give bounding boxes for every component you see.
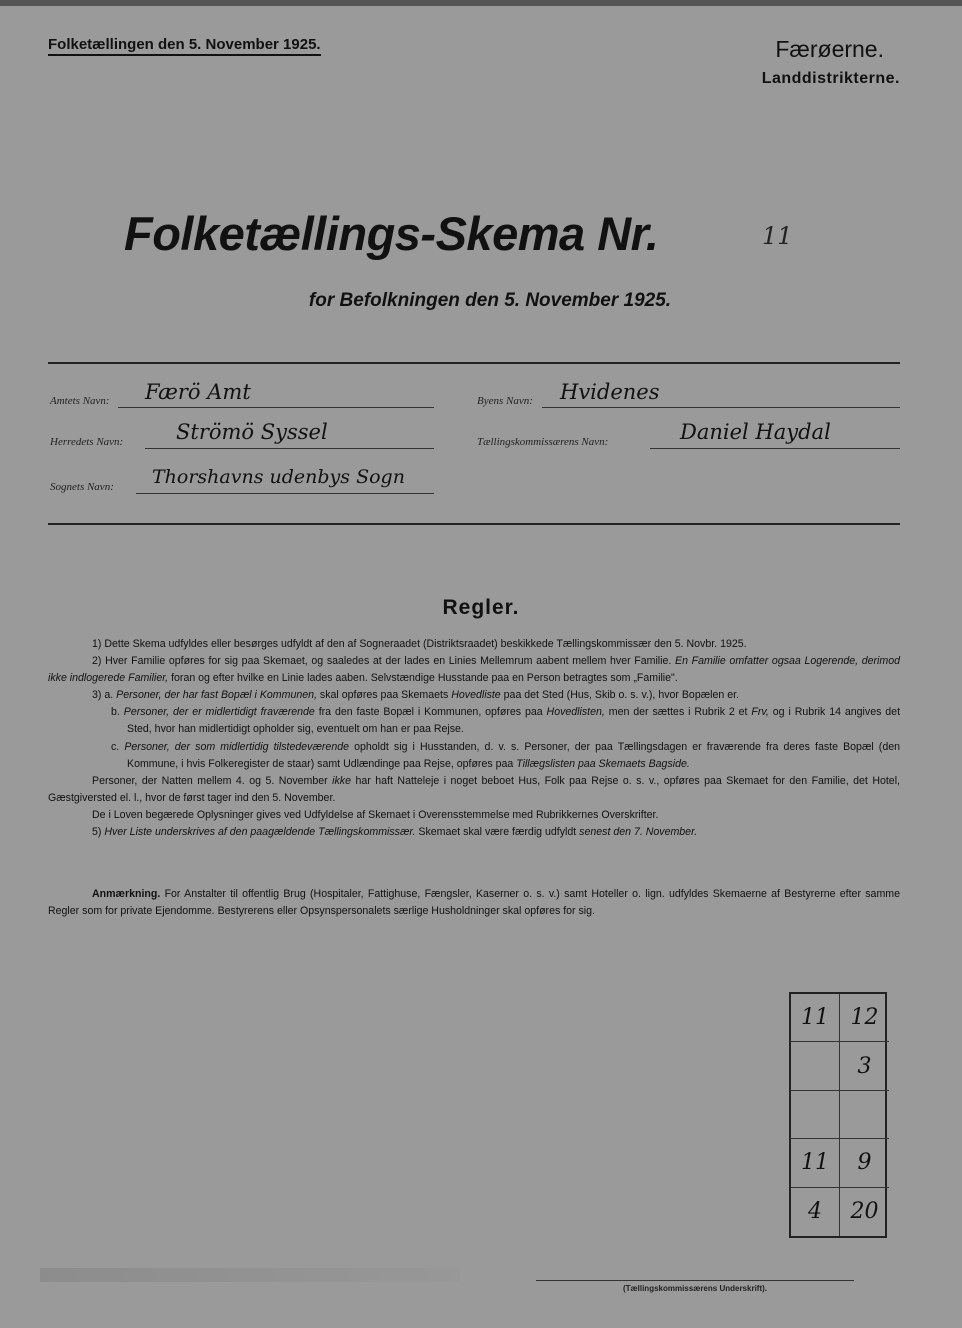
rules-heading: Regler. (442, 596, 520, 619)
sogn-value-handwritten: Thorshavns udenbys Sogn (152, 466, 405, 488)
remark-label: Anmærkning. (92, 888, 161, 900)
tally-box (789, 992, 887, 1238)
tally-cell (791, 1091, 840, 1139)
tally-cell: 20 (850, 1199, 879, 1225)
rule-3a: 3) a. Personer, der har fast Bopæl i Kommunen, skal opføres paa Skemaets Hovedliste paa det Sted (Hus, Skib o. s. v.), hvor Bopælen er. (92, 689, 739, 702)
tally-cell: 3 (840, 1042, 889, 1090)
herred-label: Herredets Navn: (50, 436, 124, 448)
kommissaer-value-handwritten: Daniel Haydal (680, 420, 831, 444)
kommissaer-line (650, 448, 900, 449)
sogn-line (136, 493, 434, 494)
herred-line (145, 448, 434, 449)
rule-3b: b. Personer, der er midlertidigt fraværende fra den faste Bopæl i Kommunen, opføres paa Hovedlisten, men der sættes i Rubrik 2 et Frv, og i Rubrik 14 angives det Sted, hvor han midlertidigt opholder sig, eventuelt om han er paa Rejse. (111, 706, 901, 736)
tally-cell: 12 (840, 994, 889, 1042)
byen-label: Byens Navn: (477, 395, 533, 407)
form-number-handwritten: 11 (762, 222, 793, 250)
divider-top (48, 362, 900, 364)
tally-cell: 4 (791, 1188, 840, 1236)
region-header: Færøerne. (775, 36, 884, 62)
rule-3d: Personer, der Natten mellem 4. og 5. November ikke har haft Natteleje i noget beboet Hus, Folk paa Rejse o. s. v., opføres paa Skemaet for den Familie, det Hotel, Gæstgiversted el. l., hvor de først tager ind den 5. November. (48, 774, 900, 804)
form-subtitle: for Befolkningen den 5. November 1925. (308, 290, 672, 311)
byen-line (542, 407, 900, 408)
scan-edge (0, 0, 962, 6)
rule-5: 5) Hver Liste underskrives af den paagældende Tællingskommissær. Skemaet skal være færdig udfyldt senest den 7. November. (92, 826, 698, 839)
tally-cell: 11 (791, 994, 840, 1042)
rules-text (48, 636, 900, 841)
tally-cell: 11 (791, 1139, 840, 1187)
rule-2: 2) Hver Familie opføres for sig paa Skemaet, og saaledes at der lades en Linies Mellemrum aabent mellem hver Familie. En Familie omfatter ogsaa Logerende, derimod ikke indlogerede Familier, foran og efter hvilke en Linie lades aaben. Selvstændige Husstande paa en Person betragtes som „Familie". (48, 655, 900, 685)
kommissaer-label: Tællingskommissærens Navn: (477, 436, 609, 448)
sogn-label: Sognets Navn: (50, 481, 114, 493)
bleed-through-smudge (40, 1268, 460, 1282)
byen-value-handwritten: Hvidenes (560, 380, 660, 404)
signature-caption: (Tællingskommissærens Underskrift). (622, 1284, 768, 1293)
remark (48, 886, 900, 920)
tally-cell (791, 1042, 840, 1090)
amt-label: Amtets Navn: (50, 395, 110, 407)
amt-value-handwritten: Færö Amt (145, 380, 251, 404)
amt-line (118, 407, 434, 408)
herred-value-handwritten: Strömö Syssel (176, 420, 328, 444)
signature-line (536, 1280, 854, 1281)
rule-1: 1) Dette Skema udfyldes eller besørges udfyldt af den af Sogneraadet (Distriktsraadet) beskikkede Tællingskommissær den 5. Novbr. 1925. (92, 638, 747, 650)
tally-cell: 9 (840, 1139, 889, 1187)
census-date-header: Folketællingen den 5. November 1925. (48, 36, 321, 56)
district-header: Landdistrikterne. (761, 70, 900, 87)
remark-text: For Anstalter til offentlig Brug (Hospitaler, Fattighuse, Fængsler, Kaserner o. s. v.) samt Hoteller o. lign. udfyldes Skemaerne af Bestyrerne efter samme Regler som for private Ejendomme. Bestyrerens eller Opsynspersonalets særlige Husholdninger skal opføres for sig. (48, 888, 900, 917)
tally-cell (840, 1091, 889, 1139)
divider-bottom (48, 523, 900, 525)
rule-4: De i Loven begærede Oplysninger gives ved Udfyldelse af Skemaet i Overensstemmelse med Rubrikkernes Overskrifter. (92, 808, 659, 821)
rule-3c: c. Personer, der som midlertidig tilstedeværende opholdt sig i Husstanden, d. v. s. Personer, der paa Tællingsdagen er fraværende fra deres faste Bopæl (den Kommune, i hvis Folkeregister de staar) samt Udlændinge paa Rejse, opføres paa Tillægslisten paa Skemaets Bagside. (111, 740, 901, 770)
form-title: Folketællings-Skema Nr. (124, 207, 659, 260)
